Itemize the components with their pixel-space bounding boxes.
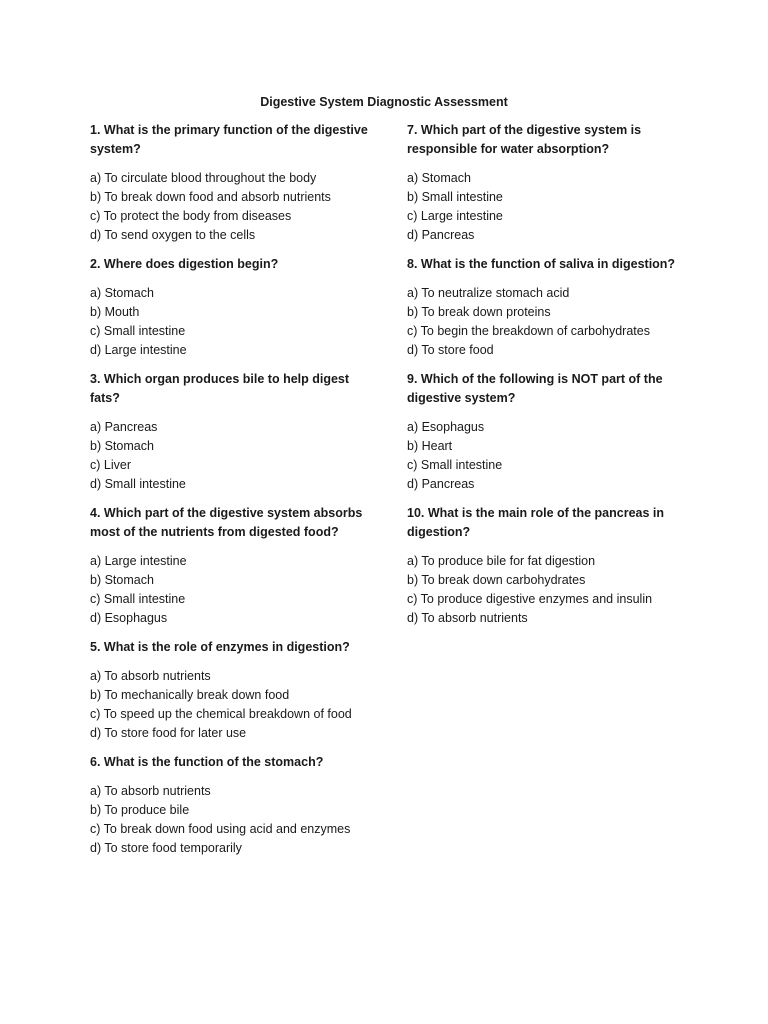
answer-option-b: b) Mouth: [90, 305, 140, 319]
answer-option-d: d) Small intestine: [90, 477, 186, 491]
answer-option-c: c) To begin the breakdown of carbohydrates: [407, 324, 650, 338]
document-title: Digestive System Diagnostic Assessment: [260, 95, 508, 109]
answer-option-a: a) Stomach: [90, 286, 154, 300]
question-text: 2. Where does digestion begin?: [90, 257, 279, 271]
right-column: [407, 121, 692, 638]
answer-option-d: d) Large intestine: [90, 343, 187, 357]
question-2: [90, 255, 375, 360]
answer-option-a: a) Pancreas: [90, 420, 158, 434]
answer-options: [407, 284, 692, 360]
answer-option-b: b) To break down proteins: [407, 305, 551, 319]
answer-option-b: b) To mechanically break down food: [90, 688, 290, 702]
answer-options: [90, 284, 375, 360]
answer-option-b: b) Stomach: [90, 573, 154, 587]
answer-options: [90, 169, 375, 245]
answer-option-c: c) To protect the body from diseases: [90, 209, 292, 223]
question-1: [90, 121, 375, 245]
answer-option-d: d) To store food for later use: [90, 726, 247, 740]
answer-option-a: a) To absorb nutrients: [90, 784, 211, 798]
left-column: [90, 121, 375, 868]
answer-option-a: a) To absorb nutrients: [90, 669, 211, 683]
answer-option-c: c) Small intestine: [90, 324, 186, 338]
answer-option-d: d) To absorb nutrients: [407, 611, 528, 625]
answer-option-b: b) Stomach: [90, 439, 154, 453]
answer-option-a: a) Stomach: [407, 171, 471, 185]
answer-option-d: d) To store food temporarily: [90, 841, 242, 855]
answer-option-c: c) Large intestine: [407, 209, 503, 223]
answer-options: [407, 552, 692, 628]
question-text: 3. Which organ produces bile to help digest fats?: [90, 372, 350, 405]
answer-options: [90, 418, 375, 494]
question-8: [407, 255, 692, 360]
answer-option-c: c) To break down food using acid and enzymes: [90, 822, 351, 836]
answer-options: [90, 552, 375, 628]
answer-option-a: a) Large intestine: [90, 554, 187, 568]
question-text: 8. What is the function of saliva in digestion?: [407, 257, 676, 271]
answer-option-a: a) Esophagus: [407, 420, 485, 434]
answer-option-d: d) To store food: [407, 343, 494, 357]
answer-option-d: d) To send oxygen to the cells: [90, 228, 256, 242]
answer-option-b: b) To produce bile: [90, 803, 190, 817]
question-text: 1. What is the primary function of the digestive system?: [90, 123, 368, 156]
answer-options: [90, 667, 375, 743]
answer-option-b: b) To break down food and absorb nutrients: [90, 190, 331, 204]
question-text: 4. Which part of the digestive system absorbs most of the nutrients from digested food?: [90, 506, 363, 539]
answer-option-c: c) Small intestine: [407, 458, 503, 472]
answer-option-d: d) Esophagus: [90, 611, 168, 625]
question-9: [407, 370, 692, 494]
question-text: 5. What is the role of enzymes in digestion?: [90, 640, 350, 654]
answer-options: [407, 169, 692, 245]
question-10: [407, 504, 692, 628]
answer-option-b: b) Small intestine: [407, 190, 503, 204]
answer-option-b: b) Heart: [407, 439, 453, 453]
question-text: 9. Which of the following is NOT part of the digestive system?: [407, 372, 663, 405]
answer-option-c: c) To speed up the chemical breakdown of food: [90, 707, 352, 721]
answer-option-c: c) Small intestine: [90, 592, 186, 606]
question-4: [90, 504, 375, 628]
question-5: [90, 638, 375, 743]
answer-option-c: c) To produce digestive enzymes and insulin: [407, 592, 653, 606]
answer-option-c: c) Liver: [90, 458, 131, 472]
answer-option-b: b) To break down carbohydrates: [407, 573, 586, 587]
answer-option-d: d) Pancreas: [407, 477, 475, 491]
answer-options: [407, 418, 692, 494]
answer-option-a: a) To circulate blood throughout the body: [90, 171, 317, 185]
question-6: [90, 753, 375, 858]
answer-option-a: a) To neutralize stomach acid: [407, 286, 570, 300]
question-text: 6. What is the function of the stomach?: [90, 755, 324, 769]
question-7: [407, 121, 692, 245]
question-3: [90, 370, 375, 494]
question-text: 10. What is the main role of the pancreas in digestion?: [407, 506, 665, 539]
answer-option-d: d) Pancreas: [407, 228, 475, 242]
answer-option-a: a) To produce bile for fat digestion: [407, 554, 596, 568]
question-text: 7. Which part of the digestive system is responsible for water absorption?: [407, 123, 642, 156]
answer-options: [90, 782, 375, 858]
